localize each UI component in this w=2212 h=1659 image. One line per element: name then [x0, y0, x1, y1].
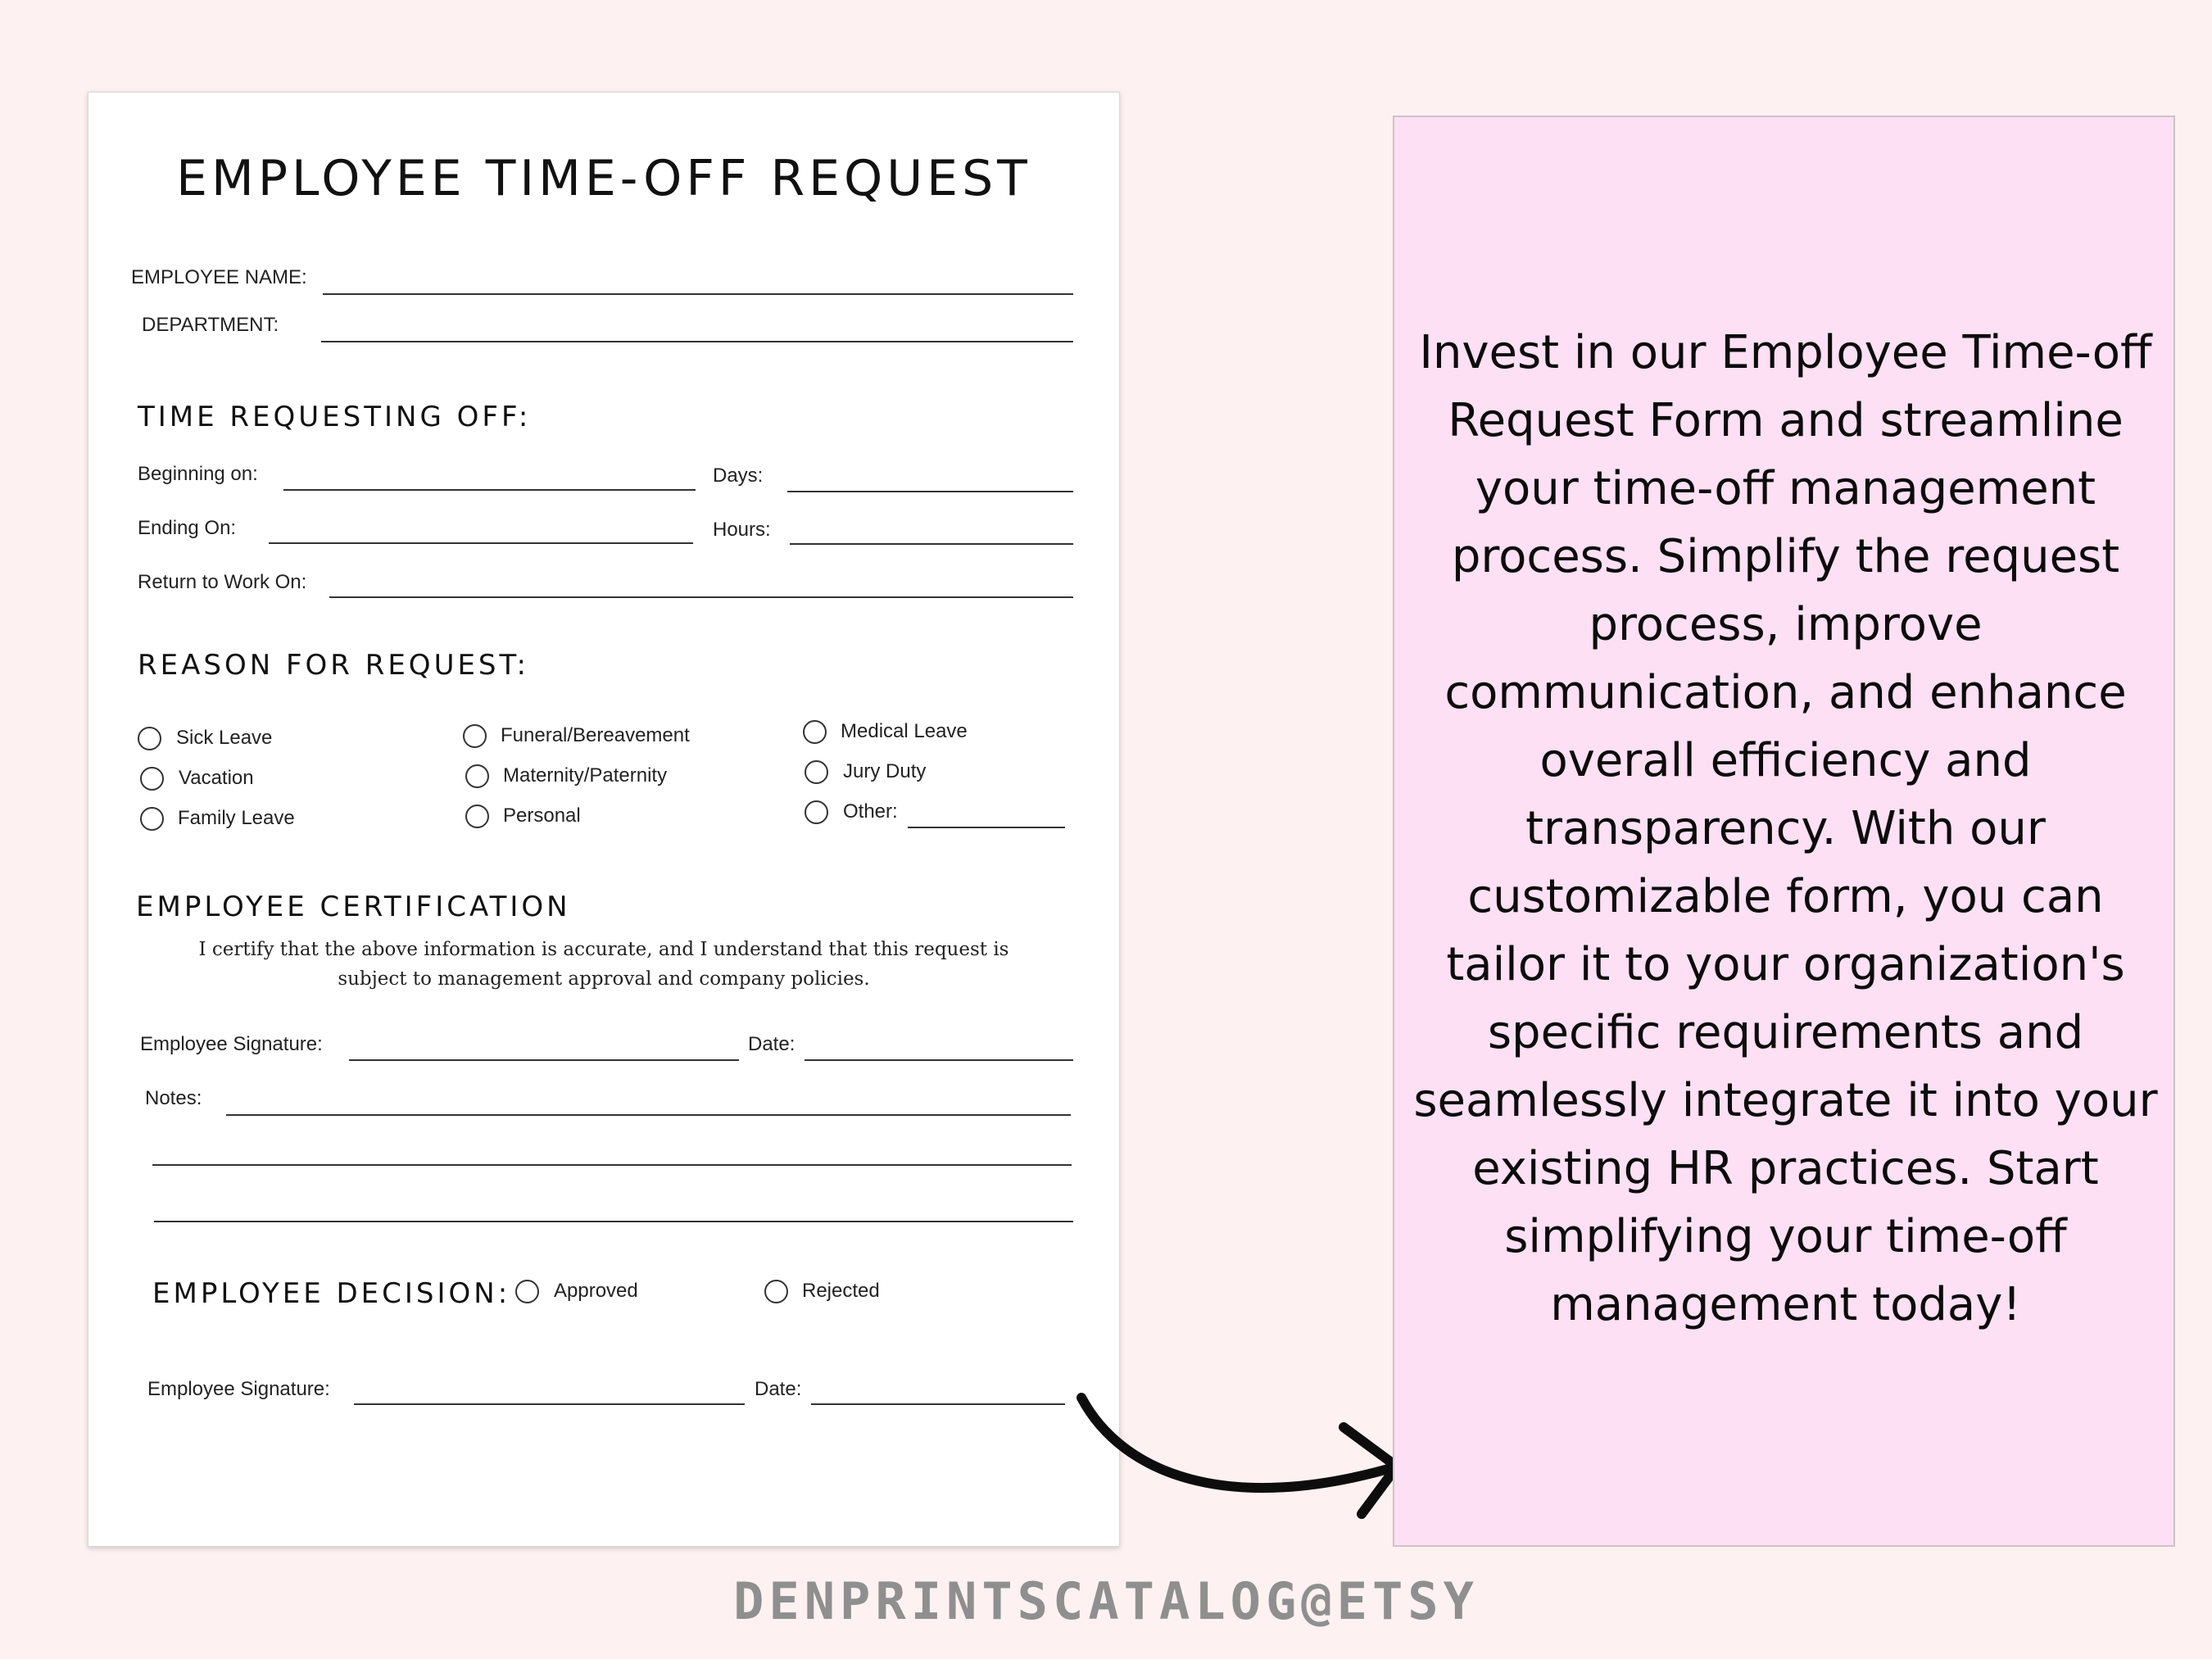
- promo-text: Invest in our Employee Time-off Request Form and streamline your time-off management process. Simplify the request process, improve communication, and enhance overall efficiency and transparency. With our customizable form, you can tailor it to your organization's specific requirements and seamlessly integrate it into your existing HR practices. Start simplifying your time-off management today!: [1413, 326, 2158, 1331]
- medical-leave-radio[interactable]: [803, 720, 827, 744]
- jury-duty-label: Jury Duty: [843, 760, 927, 782]
- promo-panel: [1393, 116, 2175, 1547]
- personal-radio[interactable]: [465, 805, 489, 828]
- certification-heading: EMPLOYEE CERTIFICATION: [136, 891, 571, 923]
- family-leave-label: Family Leave: [178, 807, 295, 829]
- jury-duty-radio[interactable]: [805, 760, 828, 784]
- time-off-request-form: [88, 92, 1120, 1547]
- employee-name-field[interactable]: [323, 293, 1073, 295]
- date-2-field[interactable]: [811, 1403, 1065, 1405]
- rejected-radio[interactable]: [764, 1280, 788, 1303]
- notes-line-2[interactable]: [152, 1164, 1072, 1166]
- ending-label: Ending On:: [138, 517, 237, 539]
- department-label: DEPARTMENT:: [142, 314, 279, 336]
- date-label: Date:: [748, 1033, 796, 1055]
- funeral-bereavement-radio[interactable]: [463, 724, 487, 748]
- time-requesting-heading: TIME REQUESTING OFF:: [138, 401, 532, 433]
- maternity-paternity-radio[interactable]: [465, 764, 489, 788]
- decision-heading: EMPLOYEE DECISION:: [152, 1277, 511, 1310]
- vacation-label: Vacation: [179, 767, 254, 789]
- date-field[interactable]: [805, 1059, 1073, 1061]
- employee-signature-2-label: Employee Signature:: [147, 1378, 330, 1400]
- beginning-label: Beginning on:: [138, 463, 258, 485]
- certification-text: I certify that the above information is accurate, and I understand that this request is subject to management approval and company policies.: [198, 939, 1009, 990]
- notes-line-3[interactable]: [154, 1221, 1073, 1222]
- notes-label: Notes:: [145, 1087, 202, 1109]
- hours-label: Hours:: [713, 519, 771, 541]
- employee-signature-field[interactable]: [349, 1059, 739, 1061]
- beginning-field[interactable]: [283, 489, 696, 491]
- days-field[interactable]: [787, 491, 1073, 492]
- employee-signature-2-field[interactable]: [354, 1403, 745, 1405]
- days-label: Days:: [713, 465, 764, 487]
- date-2-label: Date:: [755, 1378, 802, 1400]
- employee-name-label: EMPLOYEE NAME:: [131, 266, 307, 288]
- other-field[interactable]: [908, 827, 1065, 828]
- approved-radio[interactable]: [515, 1280, 539, 1303]
- rejected-label: Rejected: [802, 1280, 880, 1302]
- footer-brand: DENPRINTSCATALOG@ETSY: [733, 1571, 1479, 1631]
- sick-leave-label: Sick Leave: [176, 727, 273, 749]
- approved-label: Approved: [554, 1280, 638, 1302]
- reason-heading: REASON FOR REQUEST:: [138, 649, 530, 682]
- notes-line-1[interactable]: [226, 1114, 1071, 1116]
- maternity-paternity-label: Maternity/Paternity: [503, 764, 668, 786]
- ending-field[interactable]: [269, 542, 693, 544]
- other-label: Other:: [843, 800, 898, 823]
- medical-leave-label: Medical Leave: [841, 720, 968, 742]
- department-field[interactable]: [321, 341, 1073, 342]
- return-to-work-label: Return to Work On:: [138, 571, 307, 593]
- form-title: EMPLOYEE TIME-OFF REQUEST: [176, 150, 1031, 207]
- other-radio[interactable]: [805, 800, 828, 824]
- sick-leave-radio[interactable]: [138, 727, 161, 750]
- funeral-bereavement-label: Funeral/Bereavement: [501, 724, 690, 746]
- vacation-radio[interactable]: [140, 767, 164, 791]
- curved-arrow-icon: [1065, 1376, 1426, 1524]
- employee-signature-label: Employee Signature:: [140, 1033, 323, 1055]
- personal-label: Personal: [503, 805, 581, 827]
- hours-field[interactable]: [790, 543, 1073, 545]
- return-to-work-field[interactable]: [329, 596, 1073, 598]
- family-leave-radio[interactable]: [140, 807, 164, 831]
